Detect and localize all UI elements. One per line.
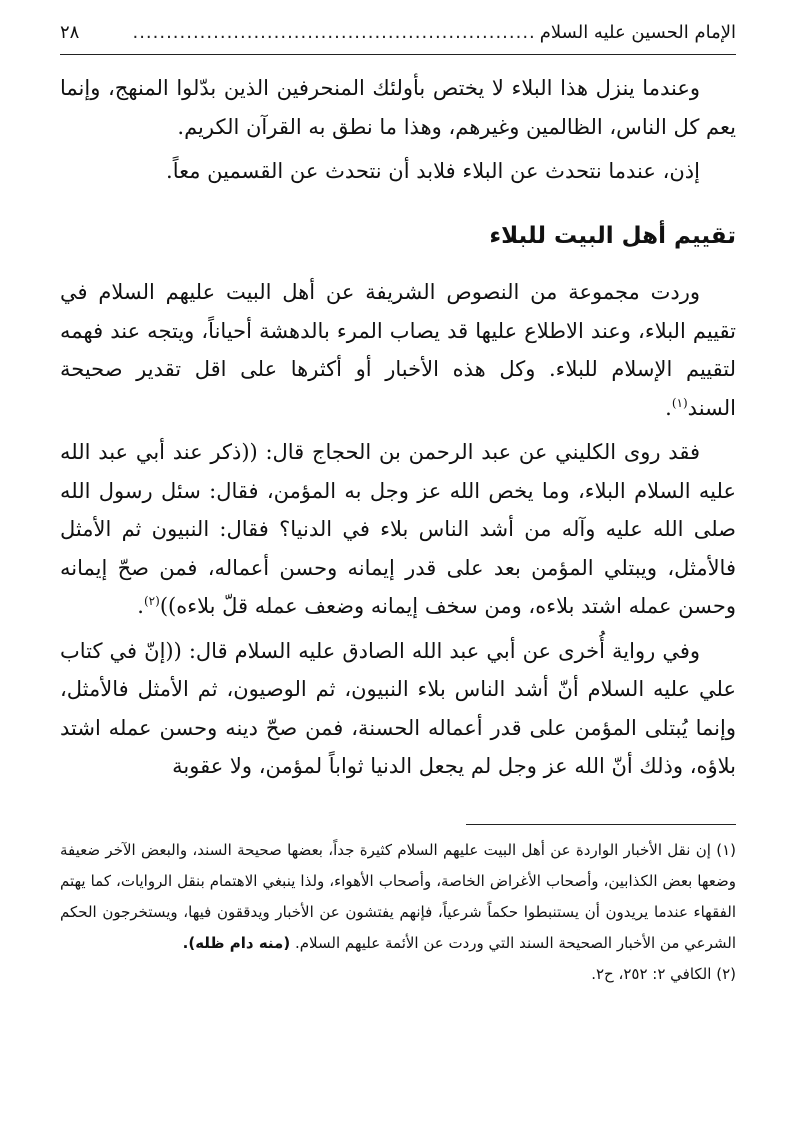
footnote-1	[60, 835, 736, 959]
footnote-ref-2[interactable]: (٢)	[143, 594, 160, 608]
page-number: ٢٨	[60, 22, 80, 43]
section-heading: تقييم أهل البيت للبلاء	[489, 222, 736, 249]
footnote-2-number: (٢)	[716, 964, 736, 983]
paragraph-1: وعندما ينزل هذا البلاء لا يختص بأولئك المنحرفين الذين بدّلوا المنهج، وإنما يعم كل الناس، الظالمين وغيرهم، وهذا ما نطق به القرآن الكريم.	[60, 76, 736, 139]
header-leader-dots: ............................................................	[132, 22, 536, 43]
paragraph-2: إذن، عندما نتحدث عن البلاء فلابد أن نتحدث عن القسمين معاً.	[166, 159, 700, 183]
document-page	[60, 22, 736, 990]
paragraph-4-end: .	[137, 594, 144, 618]
book-title: الإمام الحسين عليه السلام	[539, 22, 736, 43]
body-text	[60, 69, 736, 786]
paragraph-4-text: فقد روى الكليني عن عبد الرحمن بن الحجاج قال: ((ذكر عند أبي عبد الله عليه السلام البلاء، وما يخص الله عز وجل به المؤمن، فقال: سئل رسول الله صلى الله عليه وآله من أشد الناس بلاء في الدنيا؟ فقال: النبيون ثم الأمثل فالأمثل، ويبتلي المؤمن بعد على قدر إيمانه وحسن أعماله، فمن صحّ إيمانه وحسن عمله اشتد بلاءه، ومن سخف إيمانه وضعف عمله قلّ بلاءه))	[60, 440, 736, 618]
footnote-ref-1[interactable]: (١)	[671, 395, 688, 410]
footnotes	[60, 835, 736, 990]
paragraph-4	[60, 433, 736, 626]
footnote-1-source: (منه دام ظله).	[182, 933, 291, 952]
paragraph-3-text: وردت مجموعة من النصوص الشريفة عن أهل البيت عليهم السلام في تقييم البلاء، وعند الاطلاع عليها قد يصاب المرء بالدهشة أحياناً، ويتجه عند فهمه لتقييم الإسلام للبلاء. وكل هذه الأخبار أو أكثرها على اقل تقدير صحيحة السند	[60, 280, 736, 420]
paragraph-5: وفي رواية أُخرى عن أبي عبد الله الصادق عليه السلام قال: ((إنّ في كتاب علي عليه السلام أنّ أشد الناس بلاء النبيون، ثم الوصيون، ثم الأمثل فالأمثل، وإنما يُبتلى المؤمن على قدر أعماله الحسنة، فمن صحّ دينه وحسن عمله اشتد بلاؤه، وذلك أنّ الله عز وجل لم يجعل الدنيا ثواباً لمؤمن، ولا عقوبة	[60, 638, 736, 778]
running-header	[60, 22, 736, 55]
footnote-1-number: (١)	[716, 840, 736, 859]
footnote-1-text: إن نقل الأخبار الواردة عن أهل البيت عليهم السلام كثيرة جداً، بعضها صحيحة السند، والبعض الآخر ضعيفة وضعها بعض الكذابين، وأصحاب الأغراض الخاصة، وأصحاب الأهواء، ولذا ينبغي الاهتمام بنقل الروايات، كما يهتم الفقهاء عندما يريدون أن يستنبطوا حكماً شرعياً، فإنهم يفتشون عن الأخبار ويدققون فيها، ويستخرجون الحكم الشرعي من الأخبار الصحيحة السند التي وردت عن الأئمة عليهم السلام.	[60, 840, 736, 952]
footnote-separator	[466, 824, 736, 825]
footnote-2	[60, 959, 736, 990]
paragraph-3-end: .	[665, 395, 672, 420]
footnote-2-text: الكافي ٢: ٢٥٢، ح٢.	[591, 964, 712, 983]
paragraph-3	[60, 273, 736, 427]
